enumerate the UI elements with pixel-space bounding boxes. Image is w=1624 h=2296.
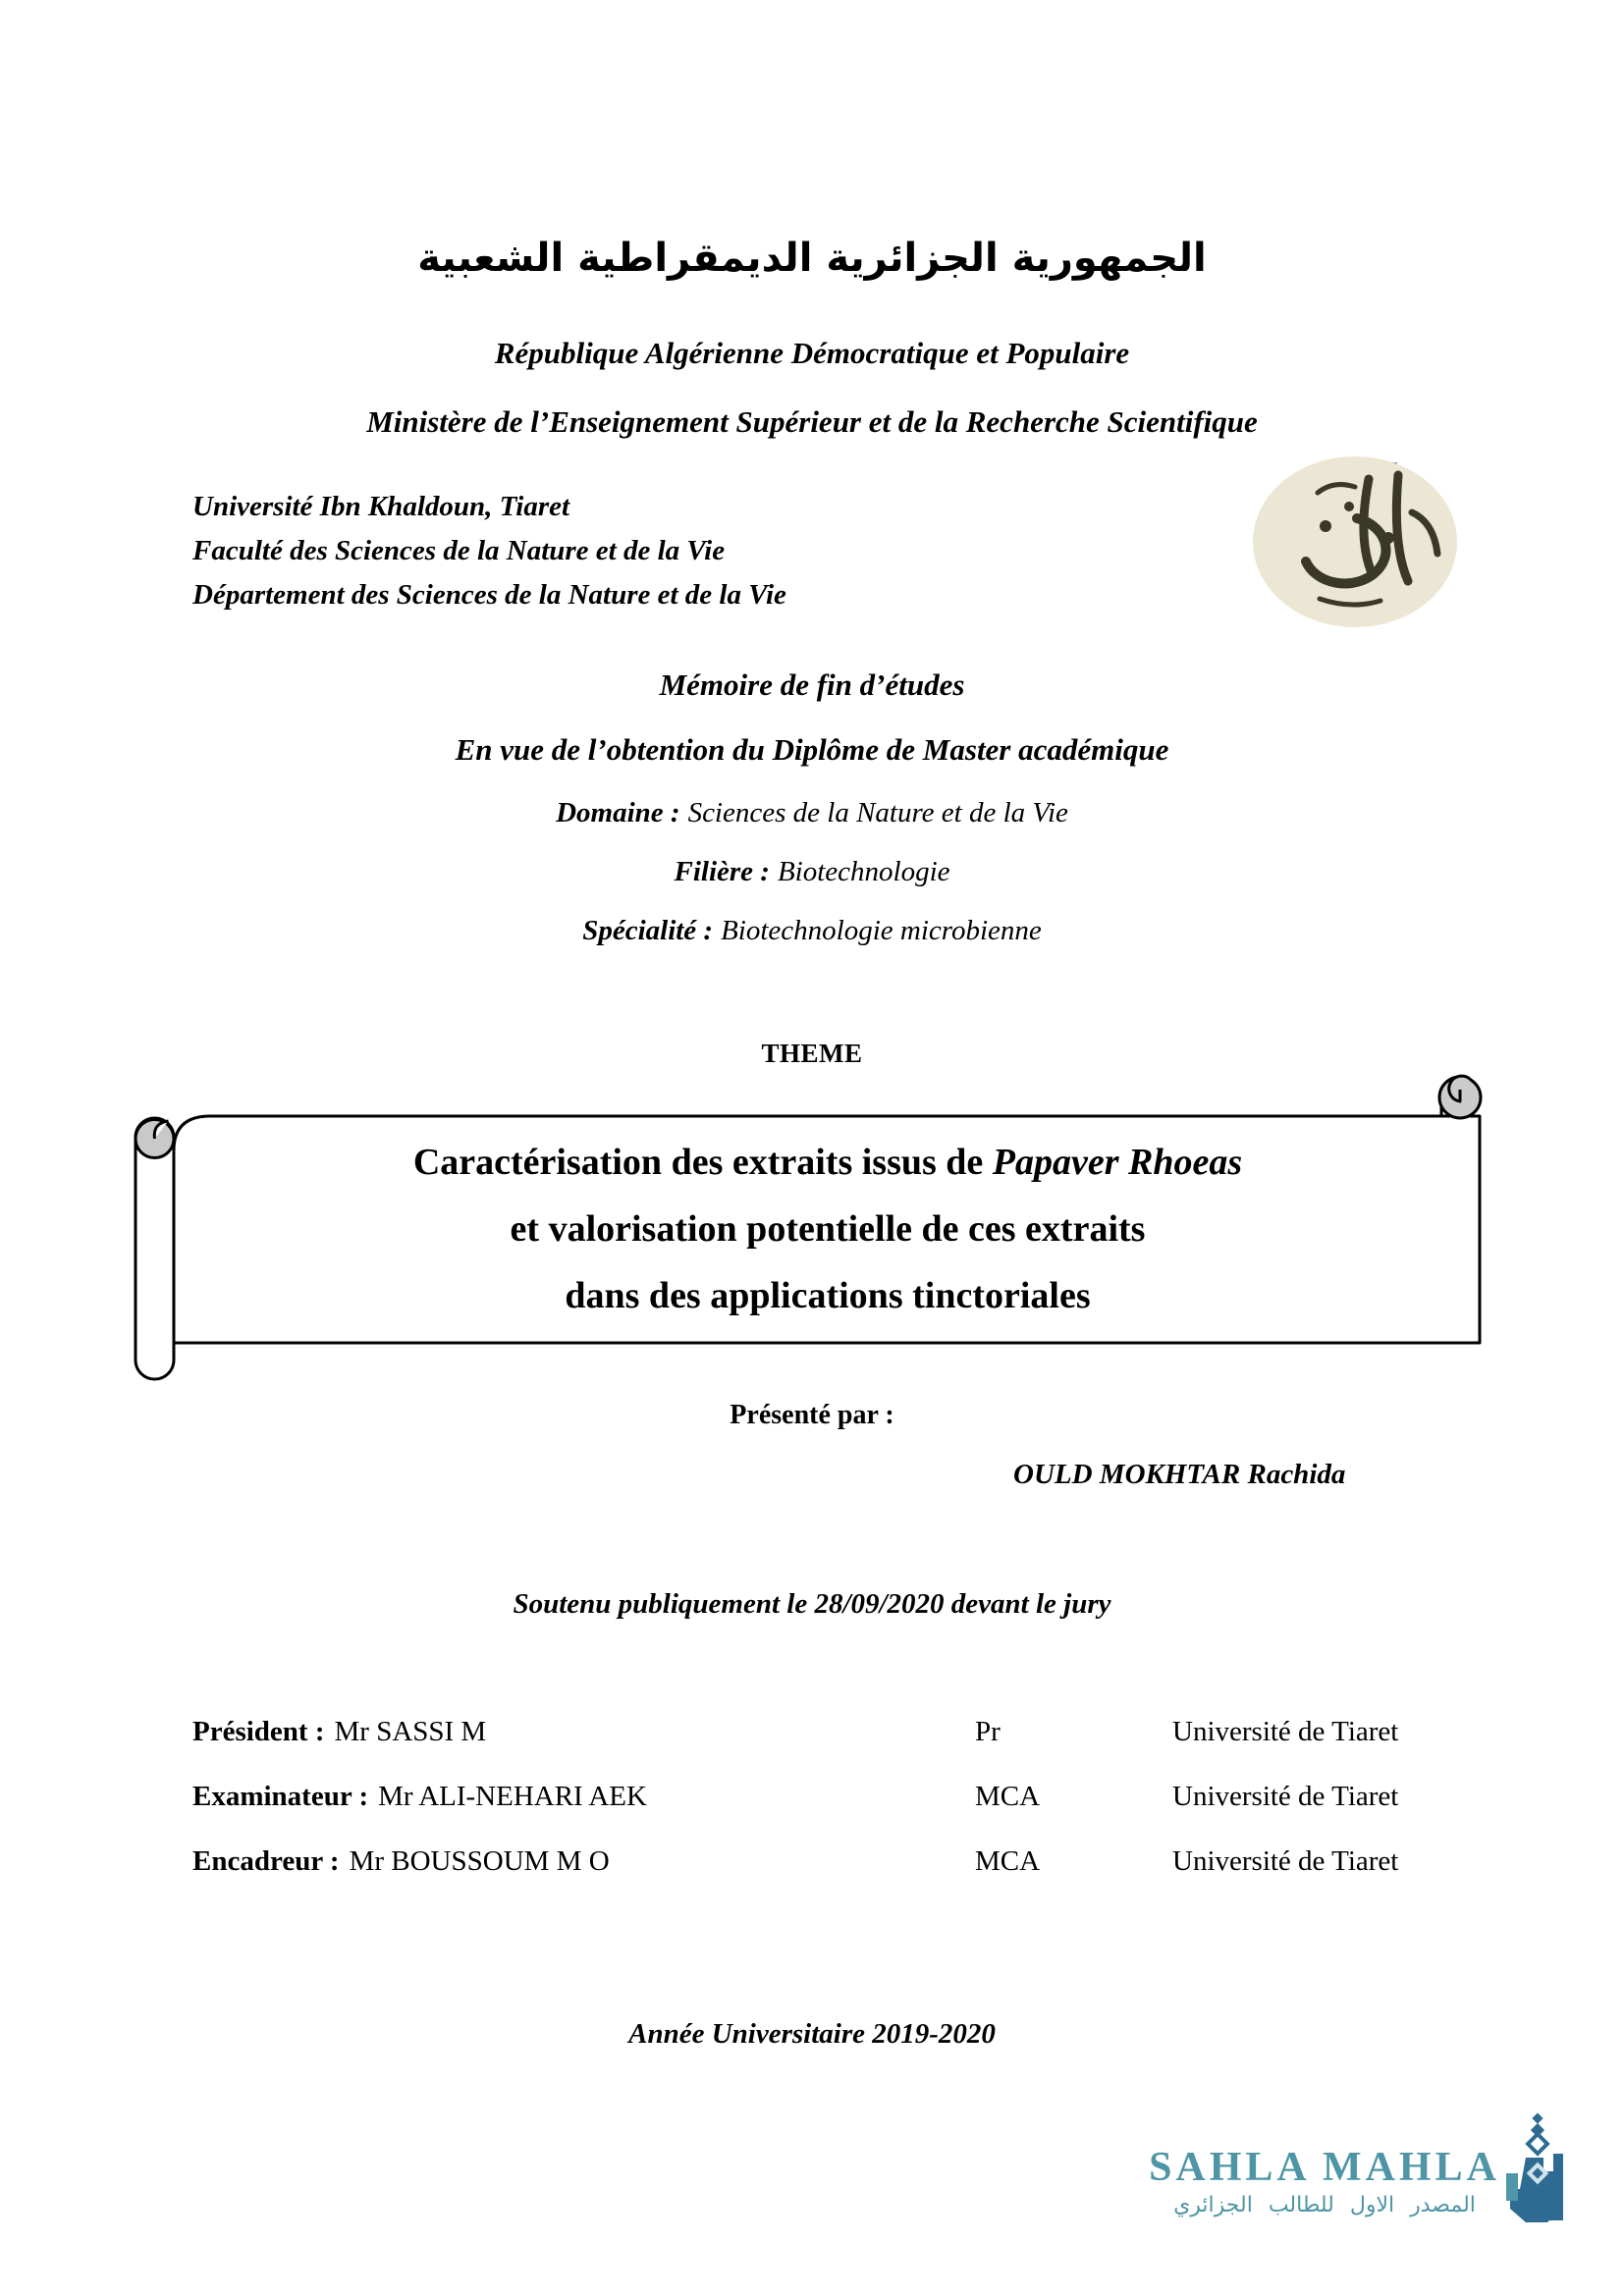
jury-grade: MCA xyxy=(975,1845,1041,1877)
thesis-title-line1: Caractérisation des extraits issus de Papaver Rhoeas xyxy=(412,1142,1243,1183)
domaine-label: Domaine : xyxy=(556,797,680,828)
faculty-name: Faculté des Sciences de la Nature et de la Vie xyxy=(192,535,726,566)
jury-role: Examinateur : xyxy=(192,1781,369,1812)
jury-institution: Université de Tiaret xyxy=(1172,1781,1399,1812)
jury-institution: Université de Tiaret xyxy=(1172,1716,1399,1747)
university-seal-icon xyxy=(1249,452,1461,630)
jury-role: Encadreur : xyxy=(192,1845,340,1877)
purpose-line: En vue de l’obtention du Diplôme de Master académique xyxy=(455,732,1169,767)
ministry-line: Ministère de l’Enseignement Supérieur et de la Recherche Scientifique xyxy=(366,404,1258,439)
specialite-line xyxy=(0,915,1624,947)
department-name: Département des Sciences de la Nature et de la Vie xyxy=(192,579,786,611)
jury-grade: Pr xyxy=(975,1716,1001,1747)
jury-institution: Université de Tiaret xyxy=(1172,1845,1399,1877)
specialite-value: Biotechnologie microbienne xyxy=(721,915,1042,946)
thesis-title-line3: dans des applications tinctoriales xyxy=(565,1275,1091,1316)
brand-tagline-arabic: المصدر الاول للطالب الجزائري xyxy=(1173,2193,1476,2217)
brand-name: SAHLA MAHLA xyxy=(1149,2145,1500,2190)
specialite-label: Spécialité : xyxy=(582,915,714,946)
jury-row-examinateur xyxy=(192,1781,1469,1822)
memoire-line: Mémoire de fin d’études xyxy=(659,667,965,702)
university-name: Université Ibn Khaldoun, Tiaret xyxy=(192,491,570,522)
republic-title-fr: République Algérienne Démocratique et Populaire xyxy=(494,336,1130,370)
arabic-republic-title: الجمهورية الجزائرية الديمقراطية الشعبية xyxy=(417,236,1207,281)
author-name: OULD MOKHTAR Rachida xyxy=(1013,1459,1346,1490)
domaine-line xyxy=(0,797,1624,829)
university-block xyxy=(192,485,786,617)
academic-year: Année Universitaire 2019-2020 xyxy=(628,2018,996,2050)
species-name: Papaver Rhoeas xyxy=(992,1142,1243,1183)
thesis-title-line2: et valorisation potentielle de ces extraits xyxy=(510,1208,1146,1250)
jury-role: Président : xyxy=(192,1716,325,1747)
jury-row-encadreur xyxy=(192,1845,1469,1887)
filiere-label: Filière : xyxy=(674,856,770,887)
sahla-mahla-emblem-icon xyxy=(1504,2112,1565,2224)
defense-line: Soutenu publiquement le 28/09/2020 devant le jury xyxy=(513,1588,1111,1620)
jury-name: Mr BOUSSOUM M O xyxy=(349,1845,610,1877)
filiere-value: Biotechnologie xyxy=(777,856,950,887)
theme-heading: THEME xyxy=(761,1039,863,1068)
jury-grade: MCA xyxy=(975,1781,1041,1812)
presented-by-label: Présenté par : xyxy=(730,1400,894,1430)
thesis-title xyxy=(179,1129,1477,1329)
filiere-line xyxy=(0,856,1624,888)
domaine-value: Sciences de la Nature et de la Vie xyxy=(687,797,1068,828)
jury-name: Mr ALI-NEHARI AEK xyxy=(378,1781,647,1812)
jury-row-president xyxy=(192,1716,1469,1757)
jury-name: Mr SASSI M xyxy=(334,1716,487,1747)
